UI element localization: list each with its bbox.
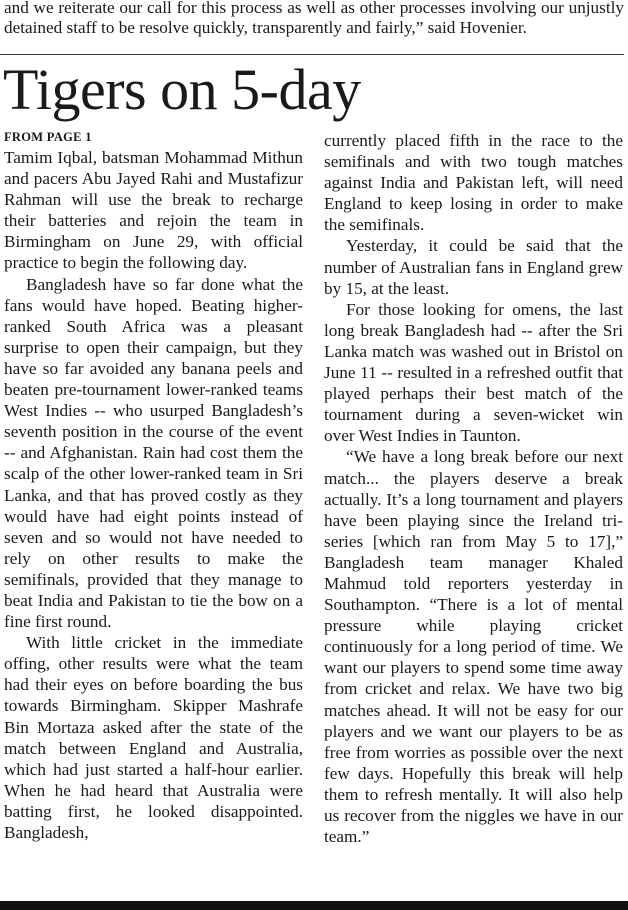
- section-divider: [0, 54, 624, 55]
- paragraph: Bangladesh have so far done what the fans would have hoped. Beating higher-ranked South Africa was a pleasant surprise to open their campaign, but they have so far avoided any banana peels and beaten pre-tournament lower-ranked teams West Indies -- who usurped Bangladesh’s seventh position in the course of the event -- and Afghanistan. Rain had cost them the scalp of the other lower-ranked team in Sri Lanka, and that has proved costly as they would have had eight points instead of seven and so would not have needed to rely on other results to make the semifinals, provided that they manage to beat India and Pakistan to tie the bow on a fine first round.: [4, 274, 303, 632]
- paragraph: For those looking for omens, the last long break Bangladesh had -- after the Sri Lanka match was washed out in Bristol on June 11 -- resulted in a refreshed outfit that played perhaps their best match of the tournament during a seven-wicket win over West Indies in Taunton.: [324, 299, 623, 446]
- article-headline: Tigers on 5-day: [3, 57, 361, 122]
- paragraph: “We have a long break before our next match... the players deserve a break actually. It’s a long tournament and players have been playing since the Ireland tri-series [which ran from May 5 to 17],” Bangladesh team manager Khaled Mahmud told reporters yesterday in Southampton. “There is a lot of mental pressure while playing cricket continuously for a long period of time. We want our players to spend some time away from cricket and relax. We have two big matches ahead. It will not be easy for our players and we want our players to be as free from worries as possible over the next few days. Hopefully this break will help them to refresh mentally. It will also help us recover from the niggles we have in our team.”: [324, 447, 623, 847]
- paragraph: currently placed fifth in the race to the semifinals and with two tough matches against India and Pakistan left, will need England to keep losing in order to make the semifinals.: [324, 131, 623, 235]
- previous-story-tail: [4, 0, 624, 37]
- article-column-right: [324, 130, 623, 847]
- article-column-left: [4, 130, 303, 843]
- paragraph: Tamim Iqbal, batsman Mohammad Mithun and pacers Abu Jayed Rahi and Mustafizur Rahman will use the break to recharge their batteries and rejoin the team in Birmingham on June 29, with official practice to begin the following day.: [4, 148, 303, 273]
- paragraph: Yesterday, it could be said that the number of Australian fans in England grew by 15, at the least.: [324, 236, 623, 298]
- jump-label: FROM PAGE 1: [4, 130, 92, 144]
- previous-story-text: and we reiterate our call for this process as well as other processes involving our unjustly detained staff to be resolve quickly, transparently and fairly,” said Hovenier.: [4, 0, 624, 37]
- page-bottom-border: [0, 901, 628, 910]
- paragraph: With little cricket in the immediate offing, other results were what the team had their eyes on before boarding the bus towards Birmingham. Skipper Mashrafe Bin Mortaza asked after the state of the match between England and Australia, which had just started a half-hour earlier. When he had heard that Australia were batting first, he looked disappointed. Bangladesh,: [4, 633, 303, 842]
